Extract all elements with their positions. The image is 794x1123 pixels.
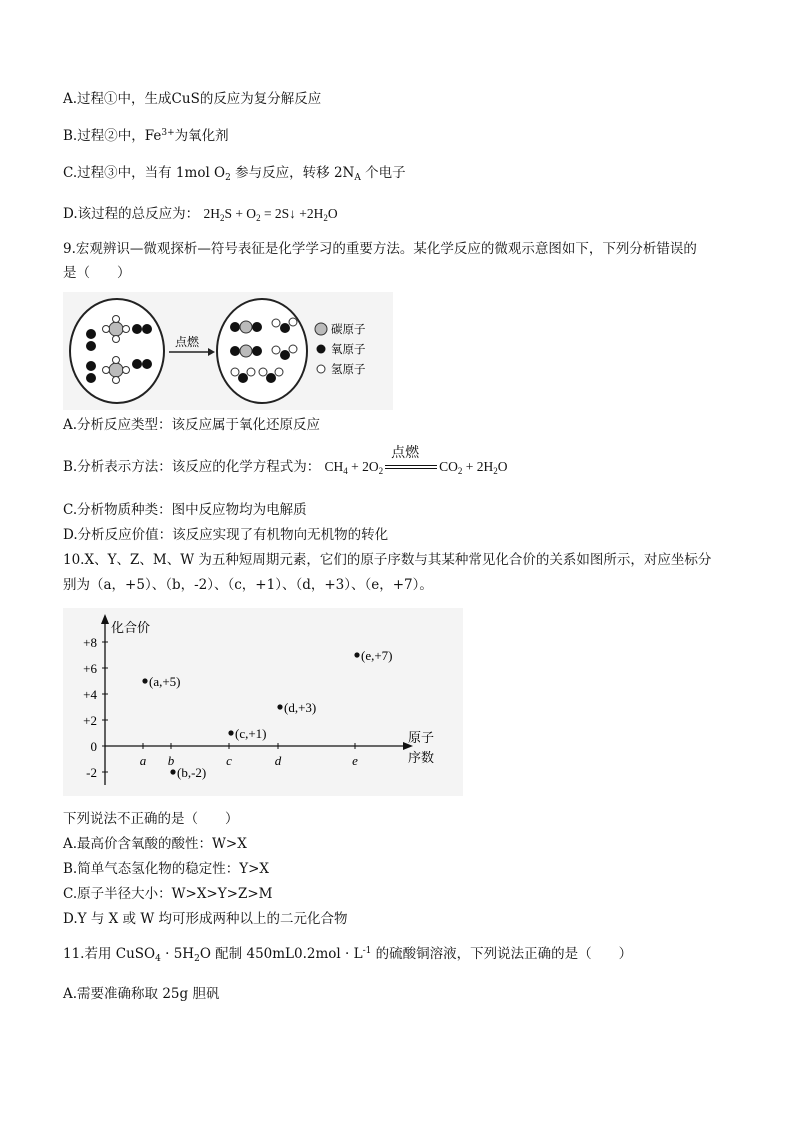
- legend-carbon: 碳原子: [331, 322, 366, 336]
- data-label-c: (c,+1): [235, 726, 267, 741]
- x-tick-label: b: [167, 753, 175, 768]
- data-point-c: [228, 730, 233, 735]
- reactant-circle: [70, 299, 164, 403]
- q8-option-b: B.过程②中，$Fe^{3+}$为氧化剂: [63, 128, 229, 144]
- q11-stem: 11.若用 CuSO$_4$ · $5H_2O$ 配制 $450mL0.2mol \cdot L^{-1}$ 的硫酸铜溶液，下列说法正确的是（ ）: [63, 946, 633, 964]
- y-axis-label: 化合价: [111, 621, 151, 636]
- q9-option-a: A.分析反应类型：该反应属于氧化还原反应: [63, 417, 321, 433]
- y-tick-label: +6: [83, 661, 97, 676]
- data-label-e: (e,+7): [361, 648, 393, 663]
- legend-oxygen: 氧原子: [331, 342, 366, 356]
- q9-option-d: D.分析反应价值：该反应实现了有机物向无机物的转化: [63, 527, 389, 543]
- data-point-d: [277, 704, 282, 709]
- q8-option-c: C.过程③中，当有 1mol $O_2$ 参与反应，转移 $2N_A$ 个电子: [63, 165, 406, 183]
- q8-option-a: A.过程①中，生成CuS的反应为复分解反应: [63, 91, 322, 107]
- q9-stem-line1: 9.宏观辨识—微观探析—符号表征是化学学习的重要方法。某化学反应的微观示意图如下，下列分析错误的: [63, 241, 697, 257]
- q10-option-a: A.最高价含氧酸的酸性：W>X: [63, 836, 247, 852]
- q10-question: 下列说法不正确的是（ ）: [63, 811, 239, 827]
- x-tick-label: e: [352, 753, 358, 768]
- x-axis-label-line2: 序数: [408, 751, 435, 766]
- legend-hydrogen: 氢原子: [331, 362, 366, 376]
- q10-option-c: C.原子半径大小：W>X>Y>Z>M: [63, 886, 273, 902]
- reaction-condition: 点燃: [383, 458, 439, 476]
- data-point-a: [142, 678, 147, 683]
- valence-chart: [63, 608, 463, 796]
- x-tick-label: d: [274, 753, 282, 768]
- arrow-label: 点燃: [175, 335, 200, 349]
- x-tick-label: a: [139, 753, 147, 768]
- q10-stem-line1: 10.X、Y、Z、M、W 为五种短周期元素，它们的原子序数与其某种常见化合价的关系如图所示，对应坐标分: [63, 552, 712, 568]
- q9-option-c: C.分析物质种类：图中反应物均为电解质: [63, 502, 307, 518]
- x-tick-label: c: [226, 753, 232, 768]
- y-tick-label: 0: [90, 739, 97, 754]
- y-tick-label: +2: [83, 713, 97, 728]
- q9-equation: $CH_4 + 2O_2$: [324, 459, 384, 476]
- y-tick-label: +4: [83, 687, 97, 702]
- q11-option-a: A.需要准确称取 25g 胆矾: [63, 986, 220, 1002]
- y-tick-label: -2: [86, 765, 97, 780]
- q10-stem-line2: 别为（a，+5）、（b，-2）、（c，+1）、（d，+3）、（e，+7）。: [63, 577, 433, 593]
- y-tick-label: +8: [83, 635, 97, 650]
- q10-option-d: D.Y 与 X 或 W 均可形成两种以上的二元化合物: [63, 911, 348, 927]
- q9-stem-line2: 是（ ）: [63, 265, 131, 281]
- q8-option-d: D.该过程的总反应为： $2H_2S + O_2$ = 2S↓ $+2H_2O$: [63, 206, 338, 223]
- x-axis-label: 原子: [408, 731, 435, 746]
- q9-option-b: B.分析表示方法：该反应的化学方程式为： $CH_4 + 2O_2$ 点燃 $CO_2 + 2H_2O$: [63, 445, 508, 476]
- q9-molecule-diagram: [63, 292, 393, 410]
- data-point-b: [170, 769, 175, 774]
- data-label-a: (a,+5): [149, 674, 181, 689]
- q8-equation: $2H_2S + O_2$ = 2S↓ $+2H_2O$: [203, 206, 338, 223]
- q10-option-b: B.简单气态氢化物的稳定性：Y>X: [63, 861, 270, 877]
- data-label-d: (d,+3): [284, 700, 317, 715]
- data-label-b: (b,-2): [177, 765, 207, 780]
- data-point-e: [354, 652, 359, 657]
